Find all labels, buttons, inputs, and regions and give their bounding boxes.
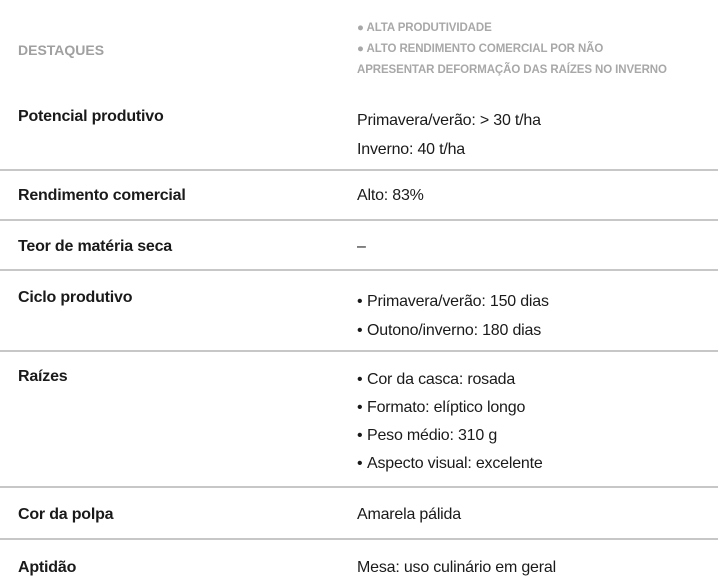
bullet-icon: • — [357, 371, 363, 388]
row-rendimento-comercial — [0, 171, 718, 221]
raizes-item: Cor da casca: rosada — [367, 371, 516, 388]
aptidao-value: Mesa: uso culinário em geral — [357, 559, 556, 576]
potencial-line: Inverno: 40 t/ha — [357, 141, 465, 158]
destaque-item: ● ALTA PRODUTIVIDADE — [357, 22, 492, 34]
row-raizes — [0, 352, 718, 488]
potencial-value — [357, 91, 718, 169]
teor-value: – — [357, 238, 366, 255]
aptidao-label: Aptidão — [18, 559, 77, 576]
list-item — [357, 450, 718, 478]
polpa-label: Cor da polpa — [18, 506, 114, 523]
destaques-list — [357, 0, 718, 91]
destaque-item: APRESENTAR DEFORMAÇÃO DAS RAÍZES NO INVERNO — [357, 64, 667, 76]
row-cor-da-polpa — [0, 488, 718, 540]
row-ciclo-produtivo — [0, 271, 718, 352]
row-potencial-produtivo — [0, 91, 718, 171]
bullet-icon: • — [357, 455, 363, 472]
raizes-item: Peso médio: 310 g — [367, 427, 498, 444]
potencial-line: Primavera/verão: > 30 t/ha — [357, 112, 541, 129]
teor-label: Teor de matéria seca — [18, 238, 173, 255]
rendimento-label: Rendimento comercial — [18, 187, 186, 204]
ciclo-item: Primavera/verão: 150 dias — [367, 293, 549, 310]
polpa-value: Amarela pálida — [357, 506, 461, 523]
raizes-list — [357, 352, 718, 486]
bullet-icon: • — [357, 399, 363, 416]
raizes-item: Aspecto visual: excelente — [367, 455, 543, 472]
ciclo-item: Outono/inverno: 180 dias — [367, 322, 541, 339]
list-item — [357, 422, 718, 450]
list-item — [357, 287, 718, 316]
ciclo-label: Ciclo produtivo — [18, 289, 133, 306]
rendimento-value: Alto: 83% — [357, 187, 424, 204]
bullet-icon: • — [357, 427, 363, 444]
row-destaques — [0, 0, 718, 91]
bullet-icon: • — [357, 293, 363, 310]
list-item — [357, 366, 718, 394]
row-teor-materia-seca — [0, 221, 718, 271]
list-item — [357, 394, 718, 422]
ciclo-list — [357, 271, 718, 350]
destaque-item: ● ALTO RENDIMENTO COMERCIAL POR NÃO — [357, 43, 604, 55]
list-item — [357, 316, 718, 345]
row-aptidao — [0, 540, 718, 580]
bullet-icon: • — [357, 322, 363, 339]
raizes-item: Formato: elíptico longo — [367, 399, 526, 416]
raizes-label: Raízes — [18, 368, 68, 385]
destaques-label: DESTAQUES — [18, 42, 105, 58]
potencial-label: Potencial produtivo — [18, 108, 164, 125]
